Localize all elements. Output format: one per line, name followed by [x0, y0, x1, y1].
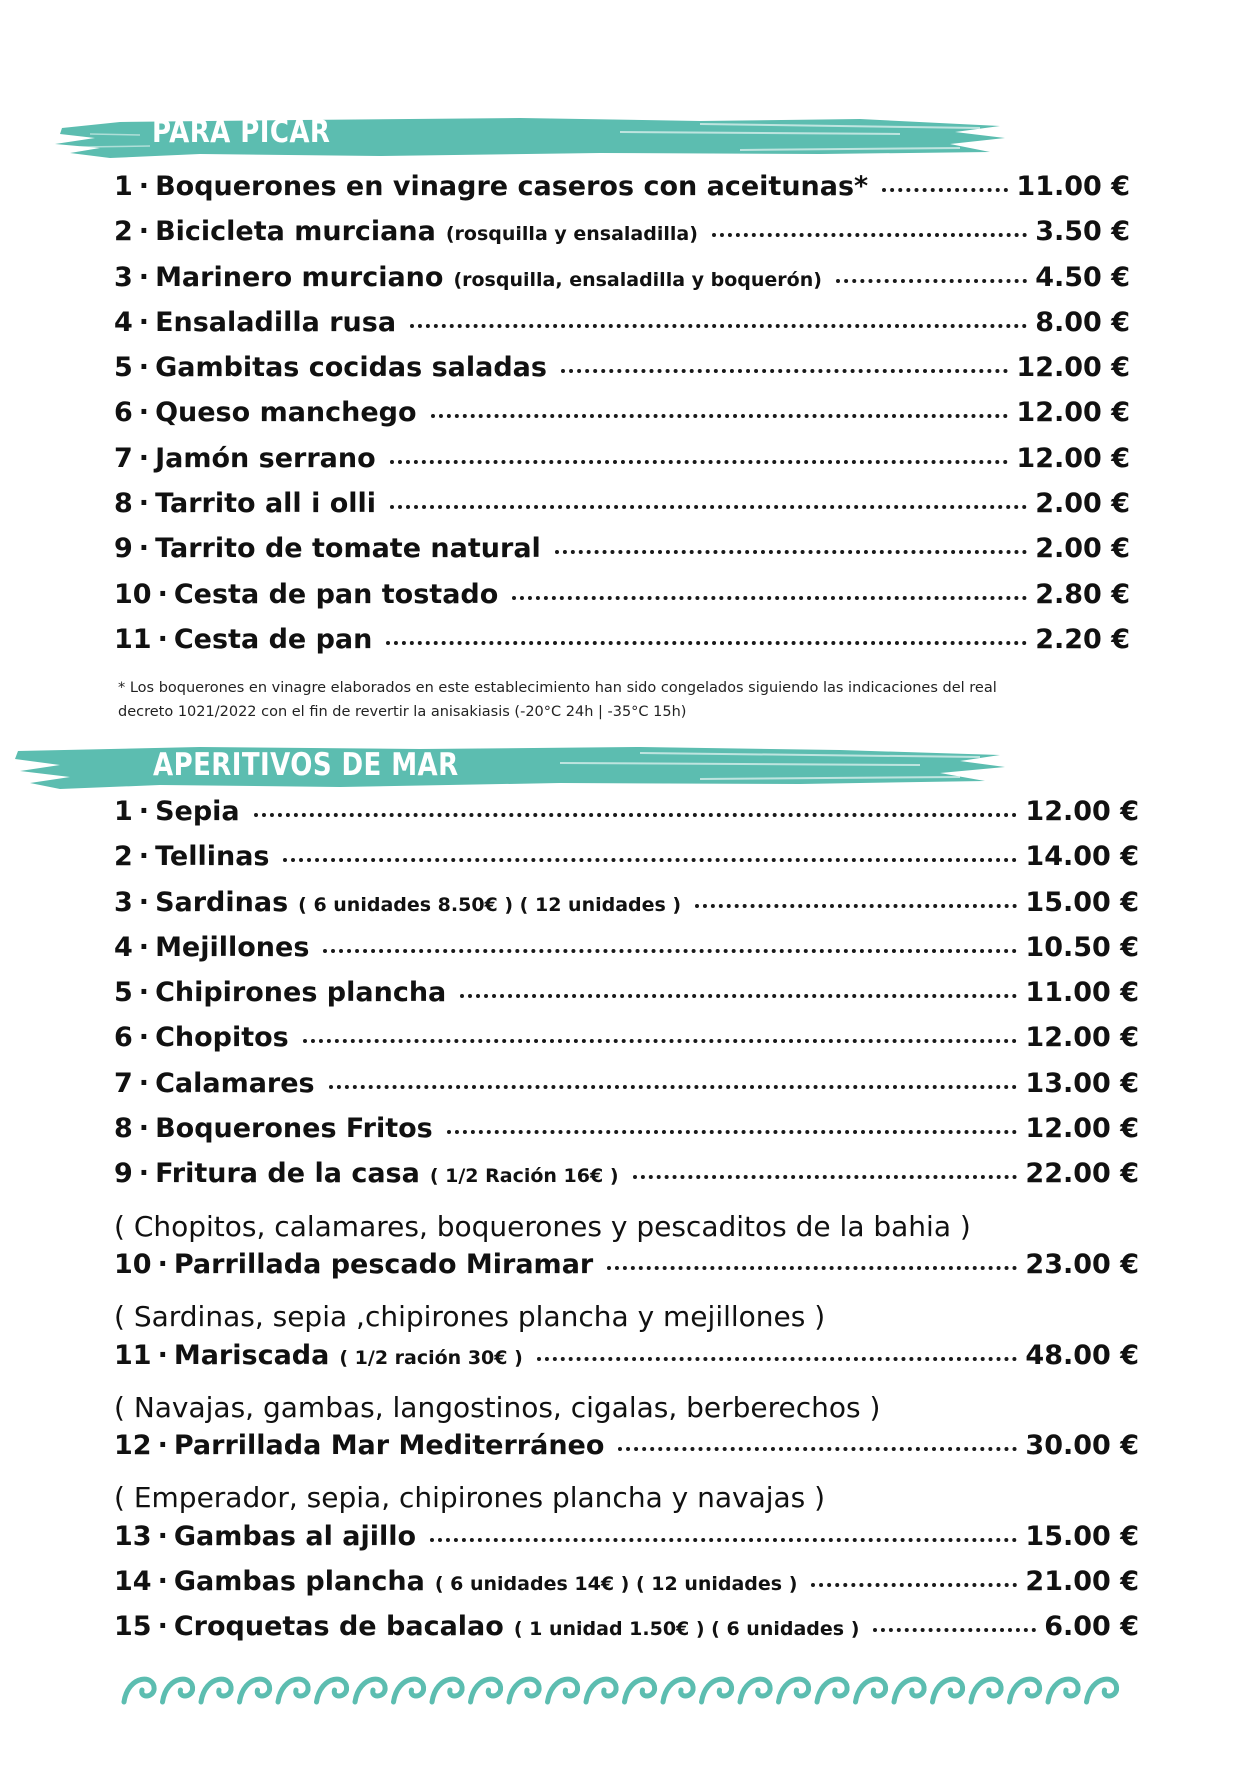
menu-item: [114, 397, 1130, 442]
bullet-separator: ·: [157, 1611, 168, 1643]
bullet-separator: ·: [157, 578, 168, 610]
item-price: 12.00 €: [1016, 442, 1130, 474]
dotted-leader: [430, 1538, 1017, 1542]
menu-item: [114, 796, 1139, 841]
item-note: ( 1/2 ración 30€ ): [339, 1346, 523, 1369]
bullet-separator: ·: [138, 1067, 150, 1099]
item-number: 2: [114, 216, 133, 248]
item-name: Boquerones en vinagre caseros con aceitunas*: [155, 171, 869, 202]
dotted-leader: [695, 904, 1017, 908]
item-name: Sardinas: [155, 886, 289, 918]
item-name: Jamón serrano: [155, 442, 376, 474]
bullet-separator: ·: [138, 488, 150, 520]
dotted-leader: [283, 858, 1017, 862]
dotted-leader: [390, 505, 1027, 509]
dotted-leader: [712, 233, 1027, 237]
section-banner-para-picar: [0, 104, 1010, 168]
dotted-leader: [390, 460, 1009, 464]
bullet-separator: ·: [157, 1520, 168, 1552]
item-name: Tellinas: [155, 841, 270, 873]
item-description: ( Sardinas, sepia ,chipirones plancha y mejillones ): [114, 1300, 826, 1334]
menu-item: [114, 932, 1139, 977]
item-number: 2: [114, 841, 133, 873]
item-price: 12.00 €: [1025, 1113, 1139, 1145]
bullet-separator: ·: [138, 1022, 150, 1054]
menu-item: [114, 171, 1130, 216]
item-price: 12.00 €: [1025, 796, 1139, 827]
section-title: PARA PICAR: [152, 114, 331, 150]
item-number: 1: [114, 171, 133, 202]
bullet-separator: ·: [157, 1339, 168, 1371]
item-name: Gambitas cocidas saladas: [155, 352, 547, 384]
item-price: 23.00 €: [1025, 1248, 1139, 1280]
menu-item: [114, 216, 1130, 261]
dotted-leader: [447, 1130, 1018, 1134]
bullet-separator: ·: [138, 841, 150, 873]
bullet-separator: ·: [138, 1158, 150, 1190]
item-price: 8.00 €: [1035, 306, 1130, 338]
item-name: Fritura de la casa: [155, 1158, 420, 1190]
item-price: 10.50 €: [1025, 931, 1139, 963]
item-price: 30.00 €: [1025, 1430, 1139, 1462]
menu-item: [114, 1022, 1139, 1067]
bullet-separator: ·: [138, 977, 150, 1009]
item-name: Calamares: [155, 1067, 315, 1099]
item-name: Tarrito de tomate natural: [155, 533, 541, 565]
item-price: 14.00 €: [1025, 841, 1139, 873]
item-name: Cesta de pan: [173, 623, 373, 655]
menu-item: [114, 262, 1130, 307]
menu-item: [114, 1249, 1139, 1294]
dotted-leader: [537, 1357, 1018, 1361]
bullet-separator: ·: [157, 623, 168, 655]
bullet-separator: ·: [138, 306, 150, 338]
item-description: ( Chopitos, calamares, boquerones y pescaditos de la bahia ): [114, 1209, 971, 1243]
item-price: 13.00 €: [1025, 1067, 1139, 1099]
menu-item: [114, 1068, 1139, 1113]
dotted-leader: [882, 188, 1008, 192]
item-price: 12.00 €: [1016, 352, 1130, 384]
bullet-separator: ·: [138, 171, 150, 202]
item-number: 10: [114, 578, 152, 610]
bullet-separator: ·: [138, 796, 150, 827]
dotted-leader: [323, 949, 1017, 953]
dotted-leader: [618, 1447, 1017, 1451]
item-number: 6: [114, 397, 133, 429]
item-number: 1: [114, 796, 133, 827]
item-note: ( 6 unidades 14€ ) ( 12 unidades ): [434, 1573, 798, 1596]
section-banner-aperitivos-de-mar: [0, 737, 1010, 801]
item-price: 2.00 €: [1035, 488, 1130, 520]
item-price: 4.50 €: [1035, 261, 1130, 293]
item-number: 7: [114, 442, 133, 474]
item-name: Mariscada: [173, 1339, 330, 1371]
footnote-line: * Los boquerones en vinagre elaborados en este establecimiento han sido congelados siguiendo las indicaciones del real: [118, 680, 997, 696]
bullet-separator: ·: [138, 931, 150, 963]
item-number: 12: [114, 1430, 152, 1462]
item-price: 22.00 €: [1025, 1158, 1139, 1190]
item-name: Croquetas de bacalao: [173, 1611, 504, 1643]
item-number: 9: [114, 1158, 133, 1190]
item-price: 2.00 €: [1035, 533, 1130, 565]
item-number: 4: [114, 931, 133, 963]
dotted-leader: [386, 641, 1027, 645]
item-name: Boquerones Fritos: [155, 1113, 433, 1145]
item-number: 15: [114, 1611, 152, 1643]
dotted-leader: [836, 279, 1027, 283]
item-name: Sepia: [155, 796, 240, 827]
item-number: 3: [114, 886, 133, 918]
dotted-leader: [254, 813, 1018, 817]
item-name: Bicicleta murciana: [155, 216, 436, 248]
wave-border-icon: [120, 1668, 1130, 1712]
item-number: 4: [114, 306, 133, 338]
item-number: 14: [114, 1566, 152, 1598]
menu-item: [114, 352, 1130, 397]
menu-item: [114, 1340, 1139, 1385]
item-name: Parrillada pescado Miramar: [173, 1248, 594, 1280]
menu-item: [114, 1521, 1139, 1566]
menu-item: [114, 977, 1139, 1022]
item-number: 10: [114, 1248, 152, 1280]
bullet-separator: ·: [138, 261, 150, 293]
dotted-leader: [561, 369, 1008, 373]
item-number: 8: [114, 1113, 133, 1145]
item-price: 15.00 €: [1025, 1520, 1139, 1552]
dotted-leader: [873, 1628, 1036, 1632]
bullet-separator: ·: [157, 1248, 168, 1280]
item-description: ( Navajas, gambas, langostinos, cigalas, berberechos ): [114, 1390, 881, 1424]
bullet-separator: ·: [138, 886, 150, 918]
item-description: ( Emperador, sepia, chipirones plancha y navajas ): [114, 1481, 826, 1515]
item-name: Chipirones plancha: [155, 977, 447, 1009]
item-note: ( 1/2 Ración 16€ ): [429, 1165, 619, 1188]
menu-item: [114, 307, 1130, 352]
menu-item: [114, 488, 1130, 533]
item-price: 21.00 €: [1025, 1566, 1139, 1598]
item-price: 11.00 €: [1016, 171, 1130, 202]
bullet-separator: ·: [138, 397, 150, 429]
item-number: 8: [114, 488, 133, 520]
item-number: 9: [114, 533, 133, 565]
menu-list-aperitivos-de-mar: [114, 796, 1139, 1657]
footnote-line: decreto 1021/2022 con el fin de revertir la anisakiasis (-20°C 24h | -35°C 15h): [118, 704, 687, 720]
bullet-separator: ·: [138, 442, 150, 474]
item-name: Cesta de pan tostado: [173, 578, 499, 610]
menu-item: [114, 443, 1130, 488]
bullet-separator: ·: [157, 1430, 168, 1462]
bullet-separator: ·: [138, 216, 150, 248]
item-price: 15.00 €: [1025, 886, 1139, 918]
item-price: 6.00 €: [1044, 1611, 1139, 1643]
menu-item: [114, 887, 1139, 932]
bullet-separator: ·: [138, 533, 150, 565]
item-number: 13: [114, 1520, 152, 1552]
item-note: ( 6 unidades 8.50€ ) ( 12 unidades ): [298, 893, 682, 916]
item-name: Marinero murciano: [155, 261, 444, 293]
item-name: Mejillones: [155, 931, 310, 963]
item-number: 11: [114, 623, 152, 655]
item-number: 7: [114, 1067, 133, 1099]
dotted-leader: [460, 994, 1017, 998]
item-price: 2.20 €: [1035, 623, 1130, 655]
item-name: Gambas plancha: [173, 1566, 425, 1598]
menu-item: [114, 1113, 1139, 1158]
dotted-leader: [555, 550, 1027, 554]
section-title: APERITIVOS DE MAR: [153, 747, 459, 783]
menu-list-para-picar: [114, 171, 1130, 669]
item-price: 2.80 €: [1035, 578, 1130, 610]
bullet-separator: ·: [138, 352, 150, 384]
item-price: 12.00 €: [1016, 397, 1130, 429]
item-name: Queso manchego: [155, 397, 417, 429]
item-price: 3.50 €: [1035, 216, 1130, 248]
item-name: Gambas al ajillo: [173, 1520, 417, 1552]
dotted-leader: [607, 1266, 1017, 1270]
menu-item: [114, 1430, 1139, 1475]
item-number: 5: [114, 977, 133, 1009]
menu-item: [114, 579, 1130, 624]
bullet-separator: ·: [157, 1566, 168, 1598]
dotted-leader: [303, 1039, 1018, 1043]
menu-item: [114, 1566, 1139, 1611]
dotted-leader: [329, 1085, 1018, 1089]
item-price: 11.00 €: [1025, 977, 1139, 1009]
menu-item: [114, 624, 1130, 669]
dotted-leader: [431, 414, 1009, 418]
item-name: Parrillada Mar Mediterráneo: [173, 1430, 605, 1462]
item-number: 3: [114, 261, 133, 293]
bullet-separator: ·: [138, 1113, 150, 1145]
item-number: 5: [114, 352, 133, 384]
dotted-leader: [633, 1175, 1018, 1179]
menu-item: [114, 1611, 1139, 1656]
item-price: 48.00 €: [1025, 1339, 1139, 1371]
item-number: 11: [114, 1339, 152, 1371]
dotted-leader: [811, 1583, 1017, 1587]
footnote: [118, 676, 1078, 724]
dotted-leader: [410, 324, 1027, 328]
dotted-leader: [512, 596, 1027, 600]
item-number: 6: [114, 1022, 133, 1054]
item-note: (rosquilla, ensaladilla y boquerón): [453, 268, 822, 291]
menu-item: [114, 1158, 1139, 1203]
menu-item: [114, 533, 1130, 578]
item-note: ( 1 unidad 1.50€ ) ( 6 unidades ): [513, 1618, 860, 1641]
item-name: Ensaladilla rusa: [155, 306, 397, 338]
brush-stroke-icon: [0, 737, 1010, 801]
item-price: 12.00 €: [1025, 1022, 1139, 1054]
item-name: Tarrito all i olli: [155, 488, 377, 520]
item-name: Chopitos: [155, 1022, 289, 1054]
menu-item: [114, 841, 1139, 886]
item-note: (rosquilla y ensaladilla): [445, 223, 698, 246]
